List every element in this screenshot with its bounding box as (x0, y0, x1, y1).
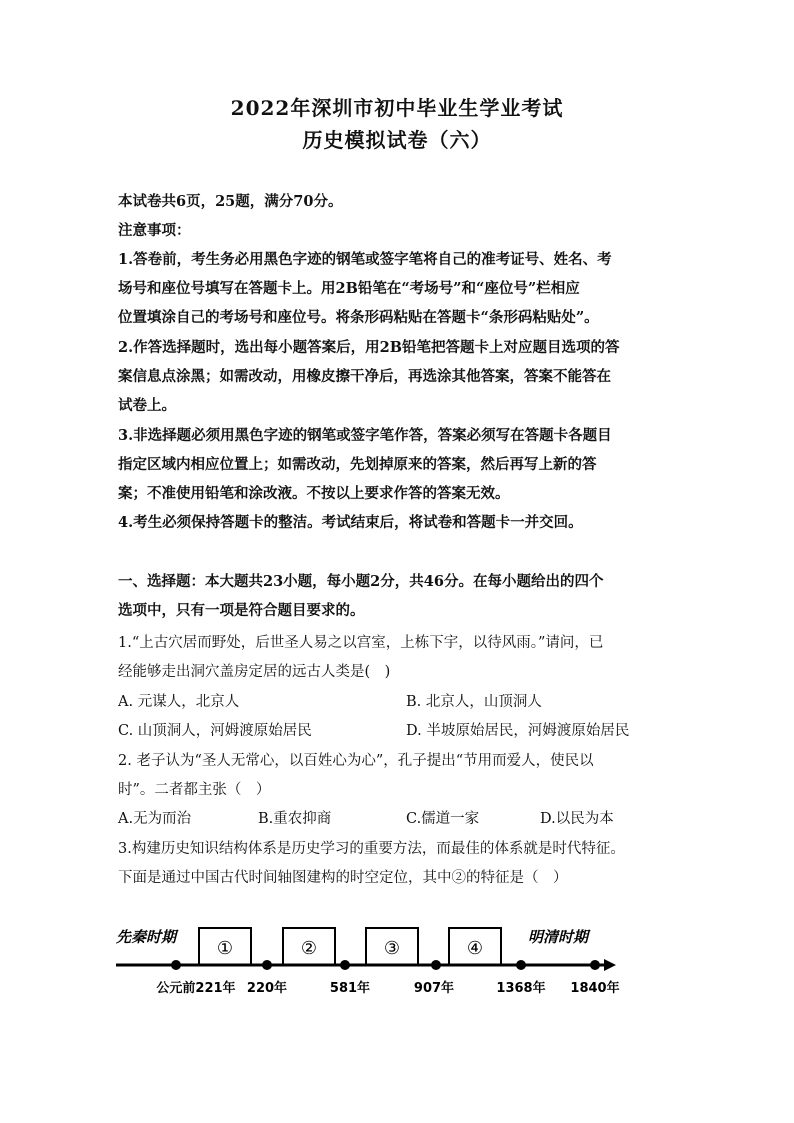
note-line: 3.非选择题必须用黑色字迹的钢笔或签字笔作答，答案必须写在答题卡各题目 (118, 427, 612, 444)
timeline-box (449, 928, 501, 965)
option-c: C.儒道一家 (406, 811, 480, 827)
timeline-box (199, 928, 251, 965)
note-line: 案信息点涂黑；如需改动，用橡皮擦干净后，再选涂其他答案，答案不能答在 (118, 368, 611, 385)
timeline-date: 581年 (329, 981, 371, 996)
note-line: 试卷上。 (118, 397, 176, 414)
note-line: 2.作答选择题时，选出每小题答案后，用2B铅笔把答题卡上对应题目选项的答 (118, 339, 620, 356)
option-d: D.以民为本 (540, 811, 614, 827)
option-b: B.重农抑商 (258, 811, 332, 827)
timeline-point (340, 960, 350, 970)
timeline-box (283, 928, 335, 965)
timeline-date: 907年 (413, 981, 455, 996)
note-line: 指定区域内相应位置上；如需改动，先划掉原来的答案，然后再写上新的答 (118, 456, 597, 473)
question-3-stem: 3.构建历史知识结构体系是历史学习的重要方法，而最佳的体系就是时代特征。 (118, 841, 625, 857)
note-line: 案；不准使用铅笔和涂改液。不按以上要求作答的答案无效。 (118, 485, 510, 502)
option-c: C. 山顶洞人，河姆渡原始居民 (118, 723, 312, 739)
exam-title-line2: 历史模拟试卷（六） (302, 128, 492, 152)
note-line: 位置填涂自己的考场号和座位号。将条形码粘贴在答题卡“条形码粘贴处”。 (118, 309, 599, 326)
option-a: A.无为而治 (118, 811, 192, 827)
timeline-point (431, 960, 441, 970)
notes-heading: 注意事项： (118, 222, 191, 239)
timeline-point (590, 960, 600, 970)
exam-title-line1: 2022年深圳市初中毕业生学业考试 (230, 96, 564, 120)
note-line: 1.答卷前，考生务必用黑色字迹的钢笔或签字笔将自己的准考证号、姓名、考 (118, 251, 612, 268)
timeline-right-label: 明清时期 (528, 928, 589, 946)
timeline-arrowhead (604, 959, 616, 971)
timeline-left-label: 先秦时期 (116, 928, 177, 946)
question-1-stem: 1.“上古穴居而野处，后世圣人易之以宫室，上栋下宇，以待风雨。”请问，已 (118, 635, 604, 651)
timeline-box-label: ③ (383, 938, 401, 959)
timeline-diagram (0, 910, 794, 1020)
question-2-stem: 2. 老子认为“圣人无常心，以百姓心为心”，孔子提出“节用而爱人，使民以 (118, 753, 594, 769)
timeline-box-label: ② (300, 938, 318, 959)
timeline-box (366, 928, 418, 965)
question-3-stem: 下面是通过中国古代时间轴图建构的时空定位，其中②的特征是（ ） (118, 870, 568, 886)
timeline-point (262, 960, 272, 970)
timeline-date: 1840年 (570, 981, 620, 996)
timeline-point (516, 960, 526, 970)
option-d: D. 半坡原始居民，河姆渡原始居民 (406, 723, 630, 739)
section-heading: 选项中，只有一项是符合题目要求的。 (118, 602, 365, 619)
timeline-box-label: ① (216, 938, 234, 959)
exam-summary: 本试卷共6页，25题，满分70分。 (118, 193, 343, 210)
question-1-stem: 经能够走出洞穴盖房定居的远古人类是( ) (118, 664, 391, 680)
timeline-date: 220年 (246, 981, 288, 996)
question-2-stem: 时”。二者都主张（ ） (118, 782, 271, 798)
option-b: B. 北京人，山顶洞人 (406, 694, 542, 710)
timeline-date: 1368年 (496, 981, 546, 996)
note-line: 4.考生必须保持答题卡的整洁。考试结束后，将试卷和答题卡一并交回。 (118, 514, 583, 531)
timeline-box-label: ④ (466, 938, 484, 959)
note-line: 场号和座位号填写在答题卡上。用2B铅笔在“考场号”和“座位号”栏相应 (118, 280, 580, 297)
timeline-point (171, 960, 181, 970)
timeline-date: 公元前221年 (156, 981, 236, 996)
section-heading: 一、选择题：本大题共23小题，每小题2分，共46分。在每小题给出的四个 (118, 573, 604, 590)
option-a: A. 元谋人，北京人 (118, 694, 240, 710)
